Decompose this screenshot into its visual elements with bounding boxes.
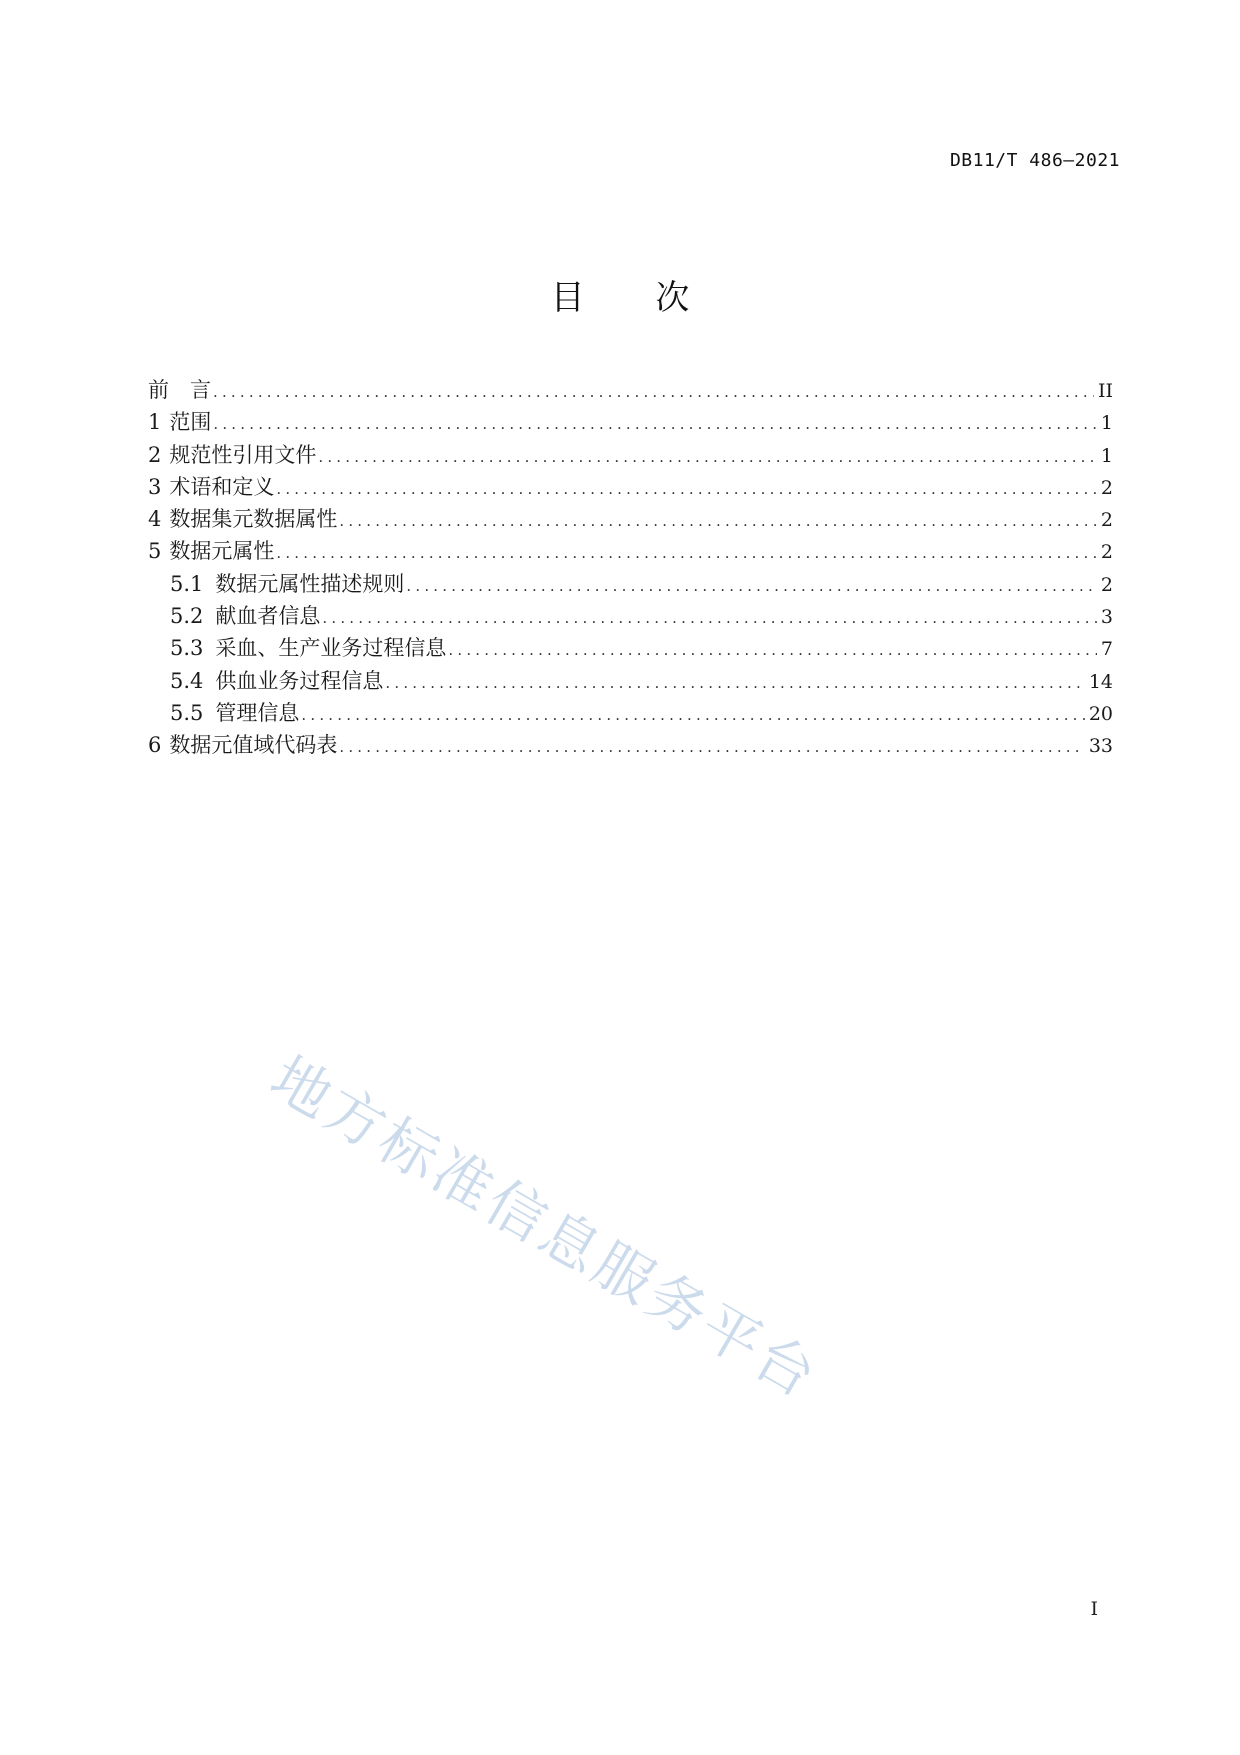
toc-entry-text: 供血业务过程信息 (215, 668, 384, 693)
toc-entry-number: 2 (148, 442, 162, 467)
toc-entry-number: 6 (148, 733, 162, 758)
toc-dot-leader (339, 731, 1084, 763)
toc-entry-page: 2 (1100, 541, 1113, 564)
toc-entry-number: 5.2 (170, 604, 204, 629)
toc-entry[interactable] (148, 535, 1113, 567)
toc-entry-text: 数据元属性描述规则 (215, 571, 405, 596)
toc-entry-page: 33 (1088, 735, 1113, 758)
toc-dot-leader (318, 441, 1097, 473)
toc-entry-page: 14 (1088, 670, 1113, 693)
toc-dot-leader (322, 602, 1097, 634)
toc-entry-number: 5.4 (170, 668, 204, 693)
toc-entry-label (148, 729, 339, 761)
toc-entry-page: 2 (1100, 509, 1113, 532)
toc-entry-text: 管理信息 (215, 700, 300, 725)
toc-entry-page: 20 (1088, 702, 1113, 725)
toc-entry-label (170, 632, 448, 664)
toc-entry-number: 5.1 (170, 571, 204, 596)
table-of-contents (148, 374, 1113, 762)
toc-entry-label (148, 535, 276, 567)
document-code: DB11/T 486—2021 (949, 150, 1120, 171)
toc-entry-page: II (1097, 380, 1113, 402)
toc-entry[interactable] (148, 439, 1113, 471)
toc-entry-page: 2 (1100, 573, 1113, 596)
toc-title: 目 次 (550, 278, 720, 318)
toc-entry-text: 数据元属性 (169, 539, 275, 564)
toc-dot-leader (301, 699, 1084, 731)
toc-entry-label (148, 503, 339, 535)
toc-entry-page: 2 (1100, 476, 1113, 499)
toc-entry-page: 1 (1100, 412, 1113, 435)
toc-entry-text: 数据集元数据属性 (169, 507, 338, 532)
toc-dot-leader (448, 634, 1097, 666)
toc-dot-leader (213, 408, 1097, 440)
toc-entry-number: 4 (148, 507, 162, 532)
toc-entry-number: 5.5 (170, 700, 204, 725)
watermark: 地方标准信息服务平台 (259, 1043, 831, 1413)
toc-entry[interactable] (148, 729, 1113, 761)
toc-dot-leader (276, 473, 1097, 505)
toc-entry[interactable] (148, 600, 1113, 632)
toc-entry-label (170, 568, 406, 600)
toc-entry-label (148, 439, 318, 471)
toc-entry[interactable] (148, 632, 1113, 664)
toc-entry-label (170, 665, 385, 697)
toc-entry-text: 范围 (169, 410, 212, 435)
toc-entry-number: 5.3 (170, 636, 204, 661)
toc-entry-text: 数据元值域代码表 (169, 733, 338, 758)
toc-entry[interactable] (148, 374, 1113, 406)
toc-dot-leader (276, 537, 1097, 569)
toc-entry-label (170, 697, 301, 729)
toc-entry-page: 7 (1100, 638, 1113, 661)
toc-entry[interactable] (148, 568, 1113, 600)
toc-entry-label (148, 406, 213, 438)
toc-entry-number: 1 (148, 410, 162, 435)
toc-entry[interactable] (148, 406, 1113, 438)
toc-entry[interactable] (148, 503, 1113, 535)
toc-entry-text: 规范性引用文件 (169, 442, 317, 467)
toc-entry-text: 采血、生产业务过程信息 (215, 636, 447, 661)
toc-entry-number: 5 (148, 539, 162, 564)
toc-entry-label (148, 471, 276, 503)
toc-dot-leader (385, 667, 1084, 699)
toc-entry[interactable] (148, 665, 1113, 697)
toc-entry-label (148, 374, 213, 406)
toc-entry[interactable] (148, 471, 1113, 503)
toc-dot-leader (213, 376, 1094, 408)
toc-entry-number: 3 (148, 474, 162, 499)
page-number: I (1090, 1598, 1098, 1620)
toc-entry-label (170, 600, 322, 632)
toc-entry-text: 前 言 (148, 378, 211, 402)
toc-entry[interactable] (148, 697, 1113, 729)
toc-entry-page: 1 (1100, 444, 1113, 467)
toc-entry-text: 术语和定义 (169, 474, 275, 499)
toc-dot-leader (406, 570, 1097, 602)
toc-entry-page: 3 (1100, 606, 1113, 629)
toc-entry-text: 献血者信息 (215, 604, 321, 629)
toc-dot-leader (339, 505, 1097, 537)
